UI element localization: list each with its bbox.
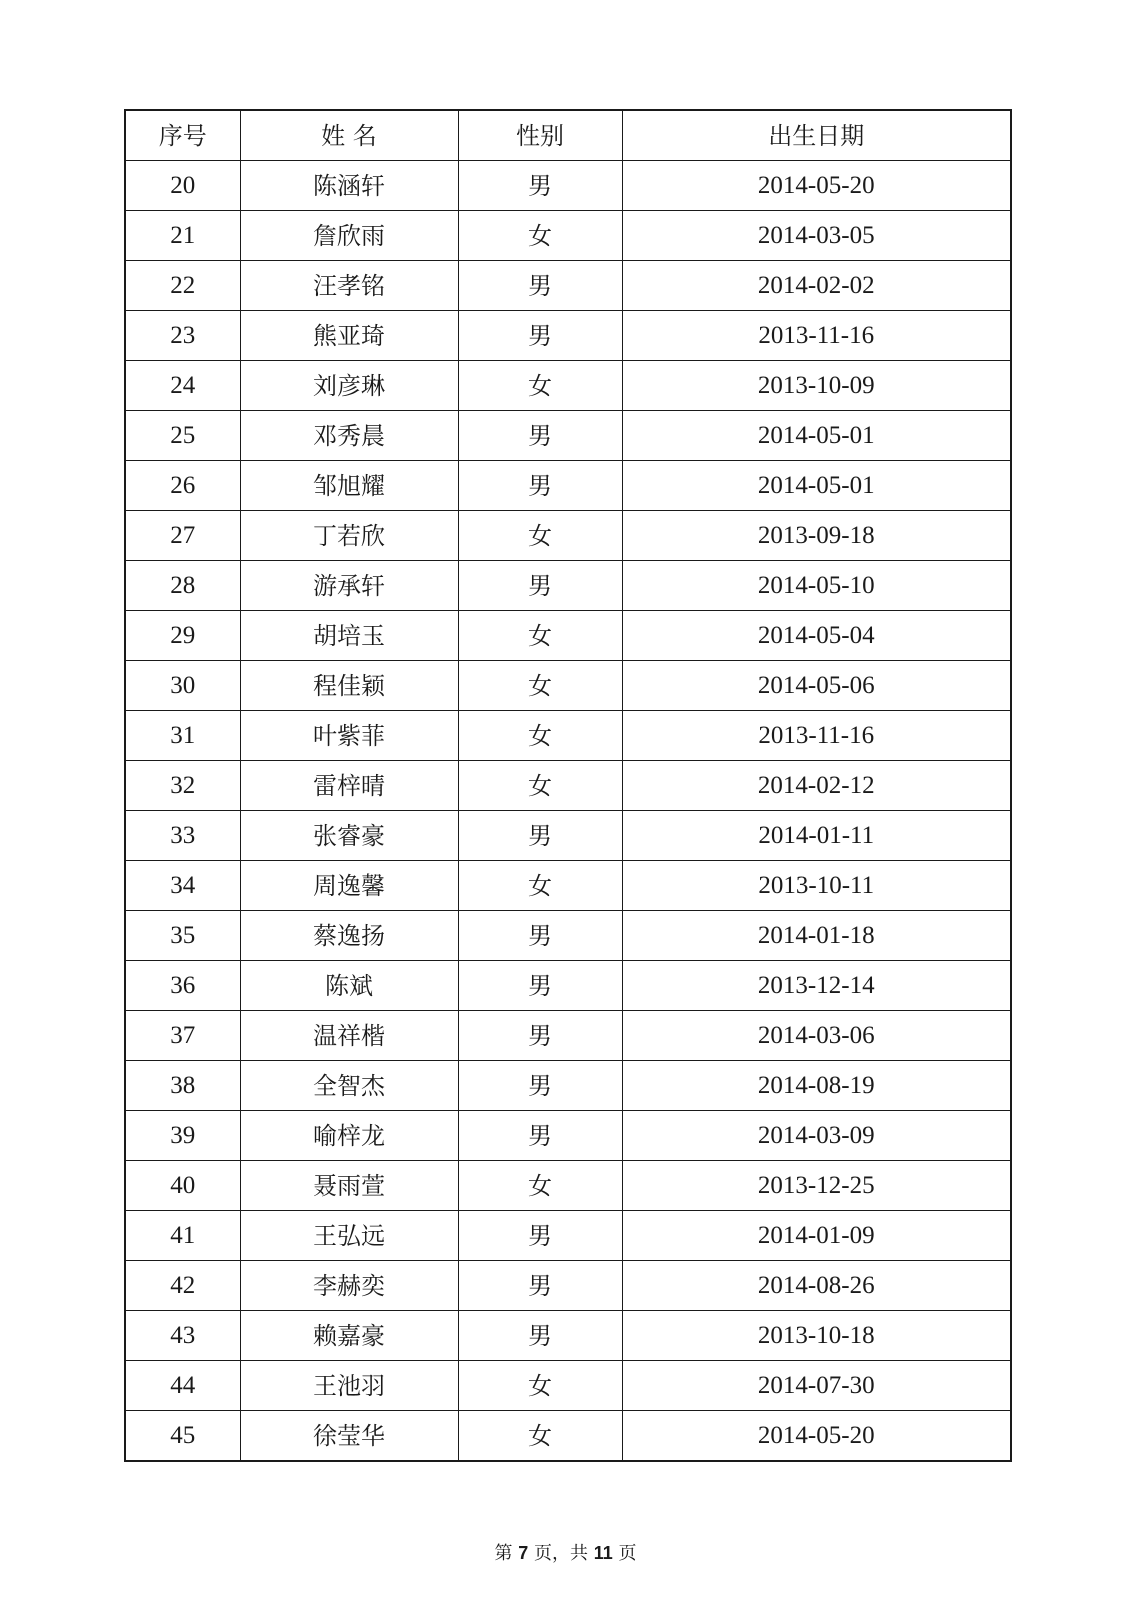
header-index: 序号	[125, 110, 240, 161]
cell-index: 21	[125, 211, 240, 261]
cell-name: 张睿豪	[240, 811, 458, 861]
cell-index: 26	[125, 461, 240, 511]
cell-gender: 女	[458, 861, 622, 911]
table-row	[125, 511, 1011, 561]
cell-gender: 男	[458, 1111, 622, 1161]
cell-index: 38	[125, 1061, 240, 1111]
cell-name: 王池羽	[240, 1361, 458, 1411]
cell-birthdate: 2014-05-06	[622, 661, 1011, 711]
cell-birthdate: 2014-05-20	[622, 1411, 1011, 1462]
cell-name: 周逸馨	[240, 861, 458, 911]
cell-birthdate: 2013-12-14	[622, 961, 1011, 1011]
cell-index: 25	[125, 411, 240, 461]
table-row	[125, 1261, 1011, 1311]
table-row	[125, 1411, 1011, 1462]
table-row	[125, 1211, 1011, 1261]
cell-name: 陈斌	[240, 961, 458, 1011]
cell-index: 40	[125, 1161, 240, 1211]
cell-name: 游承轩	[240, 561, 458, 611]
table-row	[125, 461, 1011, 511]
cell-gender: 女	[458, 361, 622, 411]
table-row	[125, 261, 1011, 311]
cell-index: 42	[125, 1261, 240, 1311]
cell-gender: 男	[458, 1011, 622, 1061]
cell-birthdate: 2014-01-09	[622, 1211, 1011, 1261]
table-row	[125, 611, 1011, 661]
cell-gender: 男	[458, 261, 622, 311]
cell-birthdate: 2013-09-18	[622, 511, 1011, 561]
cell-birthdate: 2014-05-01	[622, 411, 1011, 461]
cell-birthdate: 2014-05-01	[622, 461, 1011, 511]
cell-gender: 女	[458, 211, 622, 261]
cell-index: 20	[125, 161, 240, 211]
table-row	[125, 861, 1011, 911]
footer-middle: 页，共	[533, 1543, 588, 1564]
cell-gender: 女	[458, 511, 622, 561]
cell-gender: 女	[458, 1361, 622, 1411]
cell-birthdate: 2014-01-18	[622, 911, 1011, 961]
cell-index: 37	[125, 1011, 240, 1061]
cell-gender: 男	[458, 1061, 622, 1111]
footer-suffix: 页	[618, 1543, 637, 1564]
cell-gender: 男	[458, 411, 622, 461]
cell-index: 43	[125, 1311, 240, 1361]
cell-name: 汪孝铭	[240, 261, 458, 311]
cell-name: 聂雨萱	[240, 1161, 458, 1211]
cell-index: 36	[125, 961, 240, 1011]
table-row	[125, 1361, 1011, 1411]
cell-index: 28	[125, 561, 240, 611]
table-row	[125, 1011, 1011, 1061]
cell-birthdate: 2013-11-16	[622, 711, 1011, 761]
cell-gender: 男	[458, 461, 622, 511]
cell-birthdate: 2014-07-30	[622, 1361, 1011, 1411]
cell-gender: 男	[458, 1261, 622, 1311]
cell-name: 陈涵轩	[240, 161, 458, 211]
cell-index: 33	[125, 811, 240, 861]
header-row	[125, 110, 1011, 161]
cell-birthdate: 2014-08-26	[622, 1261, 1011, 1311]
cell-gender: 男	[458, 961, 622, 1011]
cell-name: 徐莹华	[240, 1411, 458, 1462]
cell-name: 喻梓龙	[240, 1111, 458, 1161]
cell-name: 李赫奕	[240, 1261, 458, 1311]
footer-prefix: 第	[494, 1543, 513, 1564]
cell-name: 王弘远	[240, 1211, 458, 1261]
cell-name: 雷梓晴	[240, 761, 458, 811]
cell-gender: 男	[458, 811, 622, 861]
cell-gender: 女	[458, 711, 622, 761]
table-row	[125, 1161, 1011, 1211]
cell-index: 39	[125, 1111, 240, 1161]
table-header	[125, 110, 1011, 161]
footer-current-page: 7	[518, 1543, 529, 1563]
table-row	[125, 161, 1011, 211]
header-birthdate: 出生日期	[622, 110, 1011, 161]
cell-gender: 男	[458, 311, 622, 361]
cell-name: 蔡逸扬	[240, 911, 458, 961]
cell-birthdate: 2014-02-12	[622, 761, 1011, 811]
cell-birthdate: 2013-10-09	[622, 361, 1011, 411]
cell-name: 刘彦琳	[240, 361, 458, 411]
table-row	[125, 311, 1011, 361]
table-row	[125, 961, 1011, 1011]
cell-name: 叶紫菲	[240, 711, 458, 761]
cell-name: 邓秀晨	[240, 411, 458, 461]
table-row	[125, 661, 1011, 711]
footer-total-pages: 11	[593, 1543, 613, 1563]
cell-index: 30	[125, 661, 240, 711]
table-row	[125, 561, 1011, 611]
cell-birthdate: 2014-03-09	[622, 1111, 1011, 1161]
table-body	[125, 161, 1011, 1462]
cell-index: 24	[125, 361, 240, 411]
cell-name: 胡培玉	[240, 611, 458, 661]
cell-gender: 女	[458, 661, 622, 711]
cell-birthdate: 2013-10-11	[622, 861, 1011, 911]
cell-index: 29	[125, 611, 240, 661]
cell-birthdate: 2014-03-06	[622, 1011, 1011, 1061]
cell-index: 22	[125, 261, 240, 311]
page-footer	[0, 1544, 1131, 1563]
cell-index: 45	[125, 1411, 240, 1462]
cell-name: 全智杰	[240, 1061, 458, 1111]
cell-birthdate: 2014-01-11	[622, 811, 1011, 861]
table-row	[125, 411, 1011, 461]
cell-name: 温祥楷	[240, 1011, 458, 1061]
cell-index: 41	[125, 1211, 240, 1261]
cell-index: 35	[125, 911, 240, 961]
header-gender: 性别	[458, 110, 622, 161]
table-row	[125, 1111, 1011, 1161]
table-row	[125, 211, 1011, 261]
cell-name: 邹旭耀	[240, 461, 458, 511]
cell-gender: 男	[458, 1211, 622, 1261]
cell-name: 丁若欣	[240, 511, 458, 561]
cell-birthdate: 2014-02-02	[622, 261, 1011, 311]
cell-gender: 男	[458, 561, 622, 611]
cell-gender: 男	[458, 161, 622, 211]
cell-gender: 女	[458, 1411, 622, 1462]
cell-name: 程佳颖	[240, 661, 458, 711]
table-row	[125, 761, 1011, 811]
table-row	[125, 811, 1011, 861]
cell-birthdate: 2013-11-16	[622, 311, 1011, 361]
cell-name: 熊亚琦	[240, 311, 458, 361]
table-row	[125, 711, 1011, 761]
roster-table	[124, 109, 1012, 1462]
cell-birthdate: 2014-05-20	[622, 161, 1011, 211]
table-row	[125, 1061, 1011, 1111]
cell-gender: 男	[458, 911, 622, 961]
cell-gender: 女	[458, 611, 622, 661]
table-row	[125, 361, 1011, 411]
table-row	[125, 911, 1011, 961]
cell-index: 31	[125, 711, 240, 761]
cell-birthdate: 2013-12-25	[622, 1161, 1011, 1211]
cell-name: 詹欣雨	[240, 211, 458, 261]
cell-birthdate: 2014-03-05	[622, 211, 1011, 261]
cell-index: 27	[125, 511, 240, 561]
cell-name: 赖嘉豪	[240, 1311, 458, 1361]
cell-gender: 女	[458, 1161, 622, 1211]
cell-birthdate: 2014-05-04	[622, 611, 1011, 661]
cell-index: 44	[125, 1361, 240, 1411]
cell-index: 34	[125, 861, 240, 911]
cell-birthdate: 2014-05-10	[622, 561, 1011, 611]
table-row	[125, 1311, 1011, 1361]
header-name: 姓 名	[240, 110, 458, 161]
cell-gender: 男	[458, 1311, 622, 1361]
cell-gender: 女	[458, 761, 622, 811]
cell-birthdate: 2013-10-18	[622, 1311, 1011, 1361]
cell-index: 32	[125, 761, 240, 811]
cell-index: 23	[125, 311, 240, 361]
cell-birthdate: 2014-08-19	[622, 1061, 1011, 1111]
